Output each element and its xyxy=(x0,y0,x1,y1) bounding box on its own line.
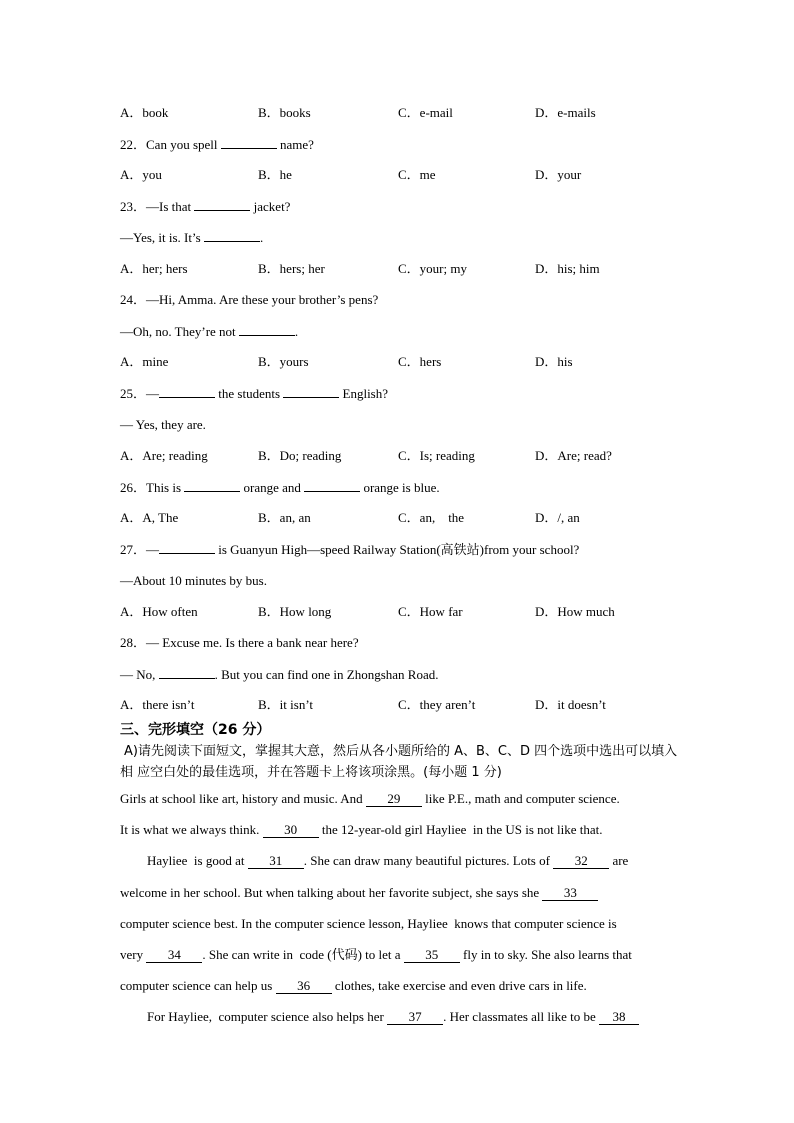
passage-line: welcome in her school. But when talking about her favorite subject, she says she 33 xyxy=(120,885,598,901)
q25-option-c: C．Is; reading xyxy=(398,448,475,463)
section-instruction: A)请先阅读下面短文，掌握其大意，然后从各小题所给的 A、B、C、D 四个选项中选出可以填入相 应空白处的最佳选项，并在答题卡上将该项涂黑。(每小题 1 分) xyxy=(120,744,678,780)
passage-line: Hayliee is good at 31 . She can draw many beautiful pictures. Lots of 32 are xyxy=(147,853,629,868)
blank xyxy=(221,136,277,149)
blank-30: 30 xyxy=(263,823,319,838)
section-heading: 三、完形填空（26 分） xyxy=(120,722,271,738)
q26-option-c: C．an, the xyxy=(398,510,465,525)
q21-option-b: B．books xyxy=(258,105,311,120)
blank xyxy=(159,541,215,554)
blank-34: 34 xyxy=(146,948,202,963)
q27-response: —About 10 minutes by bus. xyxy=(120,573,267,588)
q26-option-d: D．/, an xyxy=(535,510,580,525)
q23-option-c: C．your; my xyxy=(398,261,467,276)
blank xyxy=(204,229,260,242)
blank-38: 38 xyxy=(599,1010,639,1025)
q26-stem: 26．This is orange and orange is blue. xyxy=(120,480,440,495)
q24-stem: 24．—Hi, Amma. Are these your brother’s pens? xyxy=(120,292,379,307)
q23-option-b: B．hers; her xyxy=(258,261,325,276)
q26-option-b: B．an, an xyxy=(258,510,311,525)
q27-stem: 27．— is Guanyun High—speed Railway Station(高铁站)from your school? xyxy=(120,542,580,557)
q22-option-b: B．he xyxy=(258,167,292,182)
q28-response: — No, . But you can find one in Zhongshan Road. xyxy=(120,667,439,682)
blank-37: 37 xyxy=(387,1010,443,1025)
q24-option-d: D．his xyxy=(535,354,573,369)
q25-option-a: A．Are; reading xyxy=(120,448,208,463)
q24-option-c: C．hers xyxy=(398,354,442,369)
q26-option-a: A．A, The xyxy=(120,510,179,525)
q21-option-d: D．e-mails xyxy=(535,105,596,120)
passage-line: For Hayliee, computer science also helps her 37 . Her classmates all like to be 38 xyxy=(147,1009,639,1025)
blank xyxy=(304,479,360,492)
q23-option-a: A．her; hers xyxy=(120,261,188,276)
blank xyxy=(239,323,295,336)
q22-stem: 22．Can you spell name? xyxy=(120,137,314,152)
q27-option-c: C．How far xyxy=(398,604,463,619)
q24-option-b: B．yours xyxy=(258,354,309,369)
q24-response: —Oh, no. They’re not . xyxy=(120,324,299,339)
passage-line: very 34 . She can write in code (代码) to let a 35 fly in to sky. She also learns that xyxy=(120,947,632,962)
blank xyxy=(159,666,215,679)
q23-response: —Yes, it is. It’s . xyxy=(120,230,264,245)
q22-option-c: C．me xyxy=(398,167,436,182)
q25-option-d: D．Are; read? xyxy=(535,448,612,463)
q22-option-a: A．you xyxy=(120,167,162,182)
q22-option-d: D．your xyxy=(535,167,582,182)
passage-line: computer science can help us 36 clothes, take exercise and even drive cars in life. xyxy=(120,978,587,993)
q25-option-b: B．Do; reading xyxy=(258,448,342,463)
blank-36: 36 xyxy=(276,979,332,994)
q21-option-c: C．e-mail xyxy=(398,105,453,120)
blank xyxy=(283,385,339,398)
q23-option-d: D．his; him xyxy=(535,261,600,276)
blank-31: 31 xyxy=(248,854,304,869)
q24-option-a: A．mine xyxy=(120,354,169,369)
blank xyxy=(194,198,250,211)
blank-32: 32 xyxy=(553,854,609,869)
q27-option-b: B．How long xyxy=(258,604,332,619)
q21-option-a: A．book xyxy=(120,105,169,120)
passage-line: computer science best. In the computer science lesson, Hayliee knows that computer science is xyxy=(120,916,617,931)
passage-line: It is what we always think. 30 the 12-year-old girl Hayliee in the US is not like that. xyxy=(120,822,603,837)
blank-29: 29 xyxy=(366,792,422,807)
q27-option-d: D．How much xyxy=(535,604,615,619)
q23-stem: 23．—Is that jacket? xyxy=(120,199,291,214)
blank xyxy=(184,479,240,492)
q25-stem: 25．— the students English? xyxy=(120,386,389,401)
blank-35: 35 xyxy=(404,948,460,963)
q28-option-d: D．it doesn’t xyxy=(535,697,606,712)
passage-line: Girls at school like art, history and music. And 29 like P.E., math and computer science. xyxy=(120,791,620,806)
q28-option-b: B．it isn’t xyxy=(258,697,314,712)
blank xyxy=(159,385,215,398)
q25-response: — Yes, they are. xyxy=(120,417,206,432)
q27-option-a: A．How often xyxy=(120,604,198,619)
blank-33: 33 xyxy=(542,886,598,901)
q28-option-a: A．there isn’t xyxy=(120,697,195,712)
q28-stem: 28．— Excuse me. Is there a bank near here? xyxy=(120,635,359,650)
q28-option-c: C．they aren’t xyxy=(398,697,476,712)
